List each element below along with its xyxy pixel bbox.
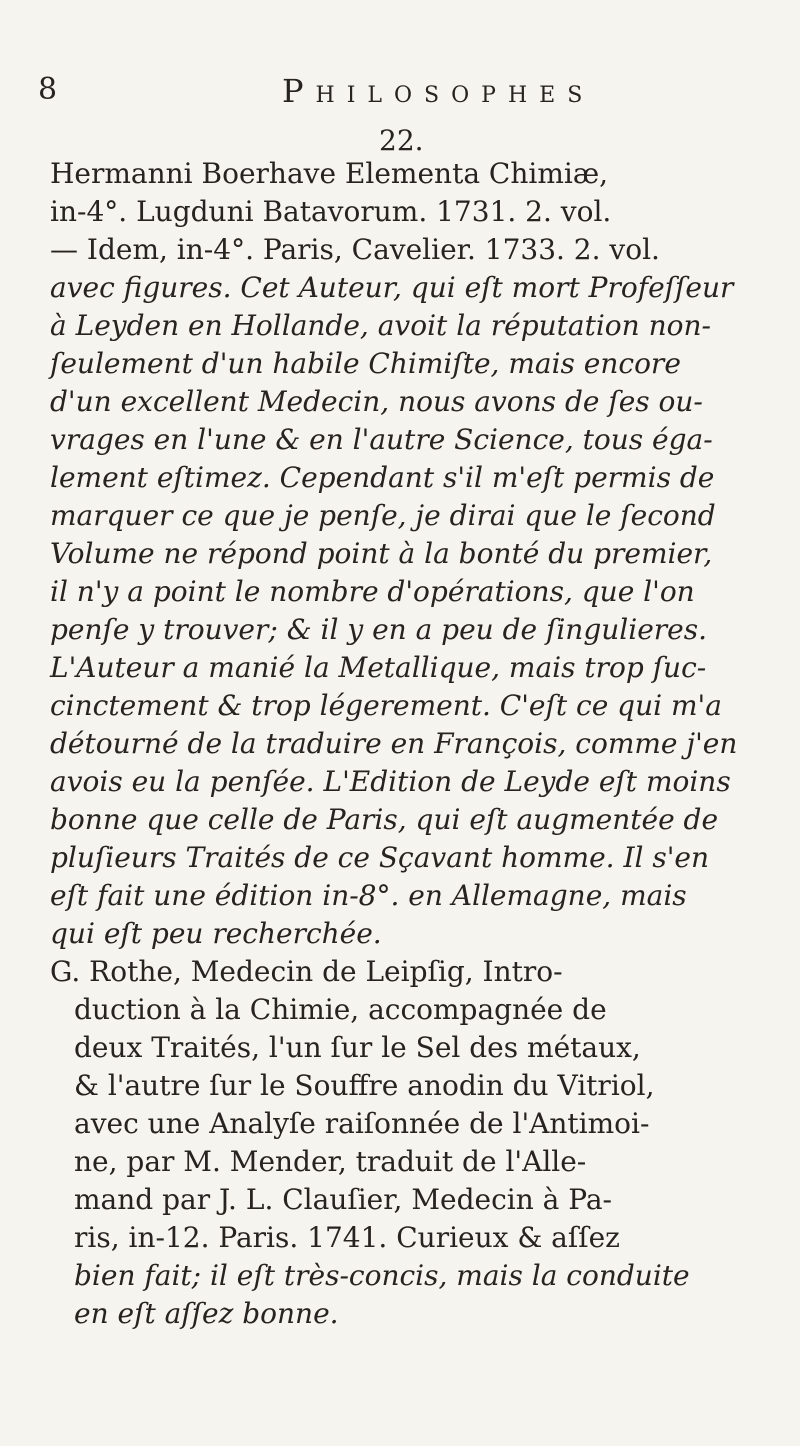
- text-line: Hermanni Boerhave Elementa Chimiæ,: [50, 157, 609, 190]
- text-line: G. Rothe, Medecin de Leipſig, Intro-: [50, 955, 563, 988]
- text-line: en eſt aſſez bonne.: [74, 1297, 339, 1330]
- text-line: mand par J. L. Clauſier, Medecin à Pa-: [74, 1183, 612, 1216]
- text-line: duction à la Chimie, accompagnée de: [74, 993, 607, 1026]
- text-line: L'Auteur a manié la Metallique, mais trop ſuc-: [50, 651, 707, 684]
- page-number: 8: [38, 72, 58, 107]
- entry-rothe: [50, 953, 765, 1333]
- text-line: bien fait; il eſt très-concis, mais la conduite: [74, 1259, 690, 1292]
- text-line: ne, par M. Mender, traduit de l'Alle-: [74, 1145, 587, 1178]
- text-line: deux Traités, l'un ſur le Sel des métaux,: [74, 1031, 641, 1064]
- text-line: bonne que celle de Paris, qui eſt augmentée de: [50, 803, 719, 836]
- text-line: d'un excellent Medecin, nous avons de ſes ou-: [50, 385, 703, 418]
- text-line: avec figures. Cet Auteur, qui eſt mort Profeſſeur: [50, 271, 734, 304]
- text-line: eſt fait une édition in-8°. en Allemagne, mais: [50, 879, 687, 912]
- text-line: in-4°. Lugduni Batavorum. 1731. 2. vol.: [50, 195, 612, 228]
- text-line: marquer ce que je penſe, je dirai que le ſecond: [50, 499, 716, 532]
- text-line: ris, in-12. Paris. 1741. Curieux & aſſez: [74, 1221, 620, 1254]
- text-line: cinctement & trop légerement. C'eſt ce qui m'a: [50, 689, 722, 722]
- running-head: Philosophes: [282, 72, 595, 110]
- text-line: avec une Analyſe raiſonnée de l'Antimoi-: [74, 1107, 650, 1140]
- text-line: il n'y a point le nombre d'opérations, que l'on: [50, 575, 695, 608]
- entry-boerhave: [50, 155, 765, 953]
- text-line: pluſieurs Traités de ce Sçavant homme. Il s'en: [50, 841, 710, 874]
- text-line: qui eſt peu recherchée.: [50, 917, 382, 950]
- text-line: à Leyden en Hollande, avoit la réputation non-: [50, 309, 711, 342]
- text-line: lement eſtimez. Cependant s'il m'eſt permis de: [50, 461, 715, 494]
- page-body: [50, 155, 765, 1333]
- text-line: ſeulement d'un habile Chimiſte, mais encore: [50, 347, 681, 380]
- text-line: vrages en l'une & en l'autre Science, tous éga-: [50, 423, 713, 456]
- entry-number: 22.: [379, 124, 424, 157]
- text-line: — Idem, in-4°. Paris, Cavelier. 1733. 2. vol.: [50, 233, 660, 266]
- text-line: penſe y trouver; & il y en a peu de ſingulieres.: [50, 613, 708, 646]
- text-line: Volume ne répond point à la bonté du premier,: [50, 537, 713, 570]
- text-line: & l'autre ſur le Souffre anodin du Vitriol,: [74, 1069, 655, 1102]
- text-line: détourné de la traduire en François, comme j'en: [50, 727, 738, 760]
- text-line: avois eu la penſée. L'Edition de Leyde eſt moins: [50, 765, 731, 798]
